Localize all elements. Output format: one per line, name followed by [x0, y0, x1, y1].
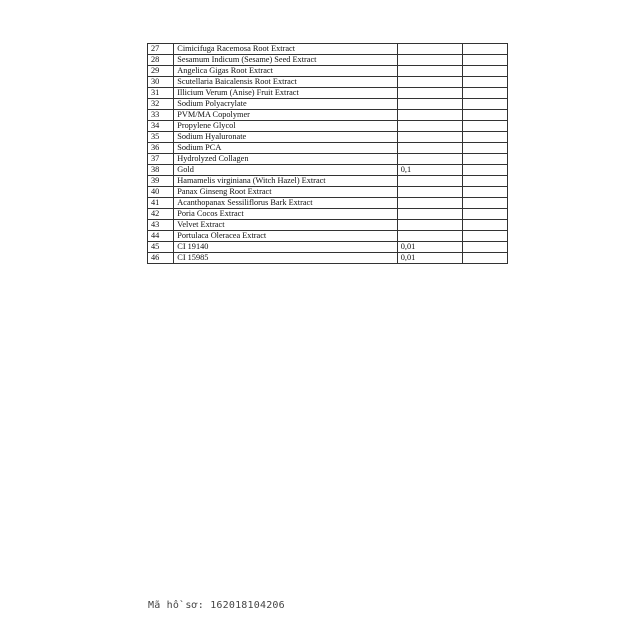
- table-row: [148, 132, 508, 143]
- extra-cell: [463, 220, 508, 231]
- extra-cell: [463, 176, 508, 187]
- concentration-cell: 0,01: [397, 242, 463, 253]
- extra-cell: [463, 231, 508, 242]
- table-row: [148, 110, 508, 121]
- row-number-cell: 37: [148, 154, 174, 165]
- ingredient-name-cell: PVM/MA Copolymer: [174, 110, 397, 121]
- concentration-cell: [397, 143, 463, 154]
- ingredient-name-cell: Panax Ginseng Root Extract: [174, 187, 397, 198]
- ingredient-name-cell: Illicium Verum (Anise) Fruit Extract: [174, 88, 397, 99]
- row-number-cell: 35: [148, 132, 174, 143]
- table-row: [148, 242, 508, 253]
- ingredient-name-cell: Hamamelis virginiana (Witch Hazel) Extract: [174, 176, 397, 187]
- ingredient-name-cell: Propylene Glycol: [174, 121, 397, 132]
- concentration-cell: [397, 110, 463, 121]
- extra-cell: [463, 154, 508, 165]
- concentration-cell: [397, 132, 463, 143]
- extra-cell: [463, 187, 508, 198]
- extra-cell: [463, 143, 508, 154]
- extra-cell: [463, 44, 508, 55]
- concentration-cell: [397, 44, 463, 55]
- table-row: [148, 187, 508, 198]
- extra-cell: [463, 121, 508, 132]
- concentration-cell: [397, 99, 463, 110]
- concentration-cell: [397, 187, 463, 198]
- concentration-cell: [397, 220, 463, 231]
- extra-cell: [463, 99, 508, 110]
- row-number-cell: 41: [148, 198, 174, 209]
- table-row: [148, 77, 508, 88]
- extra-cell: [463, 242, 508, 253]
- row-number-cell: 30: [148, 77, 174, 88]
- row-number-cell: 44: [148, 231, 174, 242]
- ingredient-name-cell: CI 15985: [174, 253, 397, 264]
- ingredient-name-cell: Scutellaria Baicalensis Root Extract: [174, 77, 397, 88]
- ingredient-name-cell: Acanthopanax Sessiliflorus Bark Extract: [174, 198, 397, 209]
- row-number-cell: 27: [148, 44, 174, 55]
- table-row: [148, 55, 508, 66]
- concentration-cell: 0,01: [397, 253, 463, 264]
- ingredient-name-cell: Portulaca Oleracea Extract: [174, 231, 397, 242]
- concentration-cell: [397, 66, 463, 77]
- row-number-cell: 36: [148, 143, 174, 154]
- ingredient-name-cell: Sodium PCA: [174, 143, 397, 154]
- table-row: [148, 198, 508, 209]
- row-number-cell: 33: [148, 110, 174, 121]
- table-row: [148, 44, 508, 55]
- extra-cell: [463, 110, 508, 121]
- extra-cell: [463, 88, 508, 99]
- row-number-cell: 45: [148, 242, 174, 253]
- concentration-cell: 0,1: [397, 165, 463, 176]
- table-row: [148, 209, 508, 220]
- ingredient-name-cell: CI 19140: [174, 242, 397, 253]
- row-number-cell: 29: [148, 66, 174, 77]
- row-number-cell: 46: [148, 253, 174, 264]
- table-row: [148, 99, 508, 110]
- concentration-cell: [397, 55, 463, 66]
- concentration-cell: [397, 209, 463, 220]
- concentration-cell: [397, 198, 463, 209]
- extra-cell: [463, 66, 508, 77]
- table-row: [148, 231, 508, 242]
- concentration-cell: [397, 231, 463, 242]
- extra-cell: [463, 253, 508, 264]
- ingredient-name-cell: Sodium Polyacrylate: [174, 99, 397, 110]
- concentration-cell: [397, 121, 463, 132]
- concentration-cell: [397, 154, 463, 165]
- row-number-cell: 42: [148, 209, 174, 220]
- table-row: [148, 253, 508, 264]
- ingredient-name-cell: Gold: [174, 165, 397, 176]
- row-number-cell: 34: [148, 121, 174, 132]
- ingredient-name-cell: Angelica Gigas Root Extract: [174, 66, 397, 77]
- row-number-cell: 38: [148, 165, 174, 176]
- extra-cell: [463, 198, 508, 209]
- ingredient-name-cell: Sodium Hyaluronate: [174, 132, 397, 143]
- row-number-cell: 28: [148, 55, 174, 66]
- table-row: [148, 143, 508, 154]
- extra-cell: [463, 77, 508, 88]
- table-row: [148, 66, 508, 77]
- ingredient-table-body: [148, 44, 508, 264]
- ingredient-name-cell: Poria Cocos Extract: [174, 209, 397, 220]
- table-row: [148, 154, 508, 165]
- table-row: [148, 220, 508, 231]
- document-code: Mã hồ sơ: 162018104206: [148, 600, 285, 611]
- table-row: [148, 88, 508, 99]
- extra-cell: [463, 132, 508, 143]
- extra-cell: [463, 209, 508, 220]
- table-row: [148, 176, 508, 187]
- row-number-cell: 32: [148, 99, 174, 110]
- table-row: [148, 165, 508, 176]
- row-number-cell: 43: [148, 220, 174, 231]
- row-number-cell: 39: [148, 176, 174, 187]
- ingredient-name-cell: Sesamum Indicum (Sesame) Seed Extract: [174, 55, 397, 66]
- ingredient-table: [147, 43, 508, 264]
- extra-cell: [463, 55, 508, 66]
- extra-cell: [463, 165, 508, 176]
- ingredient-name-cell: Velvet Extract: [174, 220, 397, 231]
- ingredient-name-cell: Cimicifuga Racemosa Root Extract: [174, 44, 397, 55]
- row-number-cell: 31: [148, 88, 174, 99]
- concentration-cell: [397, 88, 463, 99]
- table-row: [148, 121, 508, 132]
- concentration-cell: [397, 176, 463, 187]
- concentration-cell: [397, 77, 463, 88]
- ingredient-name-cell: Hydrolyzed Collagen: [174, 154, 397, 165]
- row-number-cell: 40: [148, 187, 174, 198]
